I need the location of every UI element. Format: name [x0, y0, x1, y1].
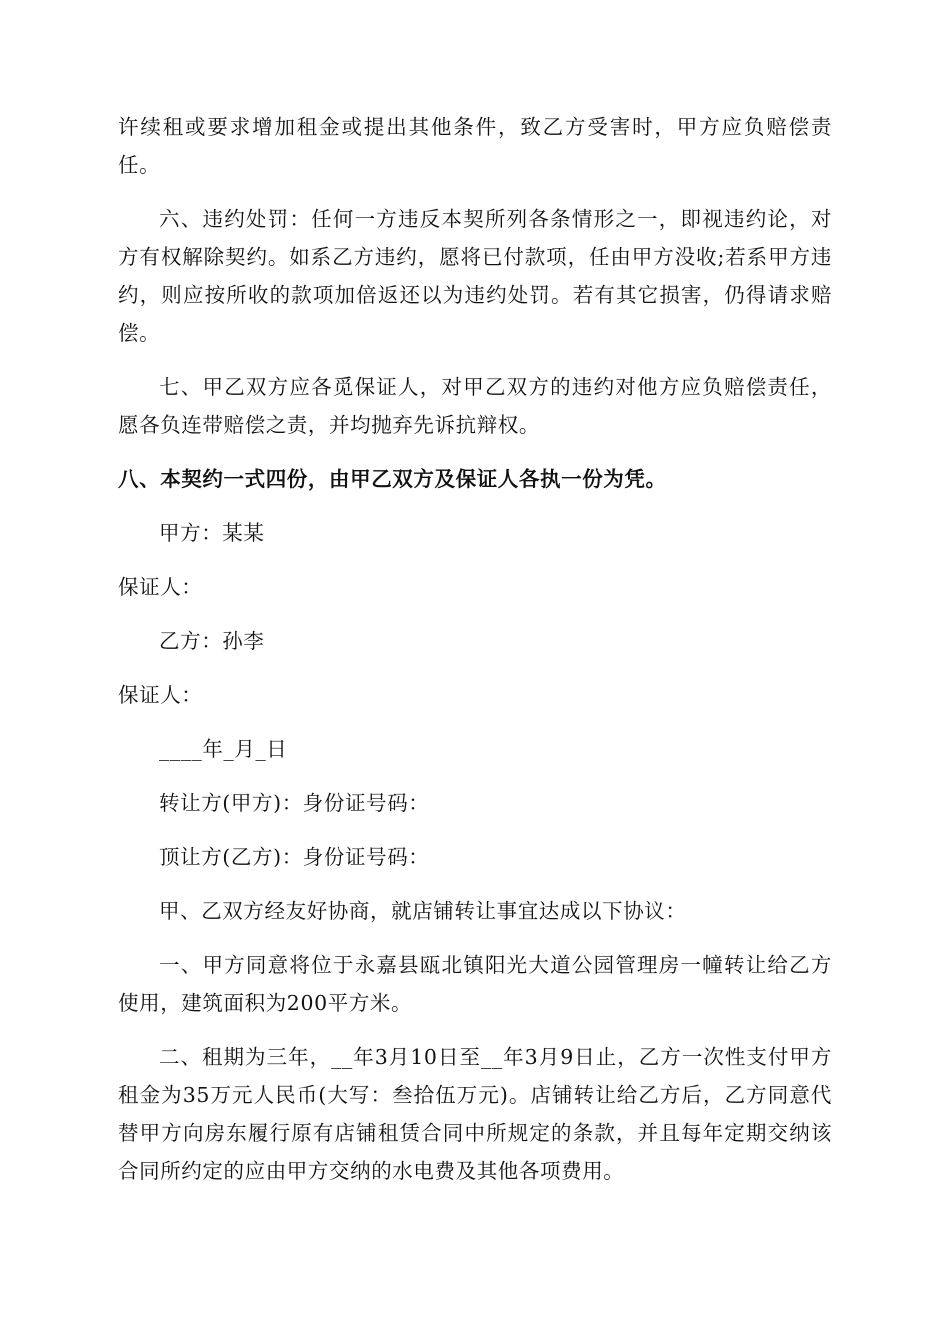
- transferee-line: 顶让方(乙方)：身份证号码：: [159, 845, 430, 869]
- guarantor-a-signature: 保证人：: [118, 575, 203, 599]
- paragraph-article-1: 一、甲方同意将位于永嘉县瓯北镇阳光大道公园管理房一幢转让给乙方使用，建筑面积为200平方米。: [118, 953, 832, 1015]
- paragraph-clause-6: 六、违约处罚：任何一方违反本契所列各条情形之一，即视违约论，对方有权解除契约。如系乙方违约，愿将已付款项，任由甲方没收;若系甲方违约，则应按所收的款项加倍返还以为违约处罚。若有其它损害，仍得请求赔偿。: [118, 207, 832, 345]
- paragraph-clause-7: 七、甲乙双方应各觅保证人，对甲乙双方的违约对他方应负赔偿责任，愿各负连带赔偿之责，并均抛弃先诉抗辩权。: [118, 375, 832, 437]
- date-line: ____年_月_日: [159, 737, 288, 761]
- paragraph-clause-8: 八、本契约一式四份，由甲乙双方及保证人各执一份为凭。: [118, 467, 667, 491]
- paragraph-continuation: 许续租或要求增加租金或提出其他条件，致乙方受害时，甲方应负赔偿责任。: [118, 115, 832, 177]
- guarantor-b-signature: 保证人：: [118, 683, 203, 707]
- paragraph-article-2: 二、租期为三年，__年3月10日至__年3月9日止，乙方一次性支付甲方租金为35万元人民币(大写：叁拾伍万元)。店铺转让给乙方后，乙方同意代替甲方向房东履行原有店铺租赁合同中所规定的条款，并且每年定期交纳该合同所约定的应由甲方交纳的水电费及其他各项费用。: [118, 1045, 832, 1183]
- party-b-signature: 乙方：孙李: [159, 629, 265, 653]
- party-a-signature: 甲方：某某: [159, 521, 265, 545]
- agreement-intro: 甲、乙双方经友好协商，就店铺转让事宜达成以下协议：: [159, 899, 687, 923]
- transferor-line: 转让方(甲方)：身份证号码：: [159, 791, 430, 815]
